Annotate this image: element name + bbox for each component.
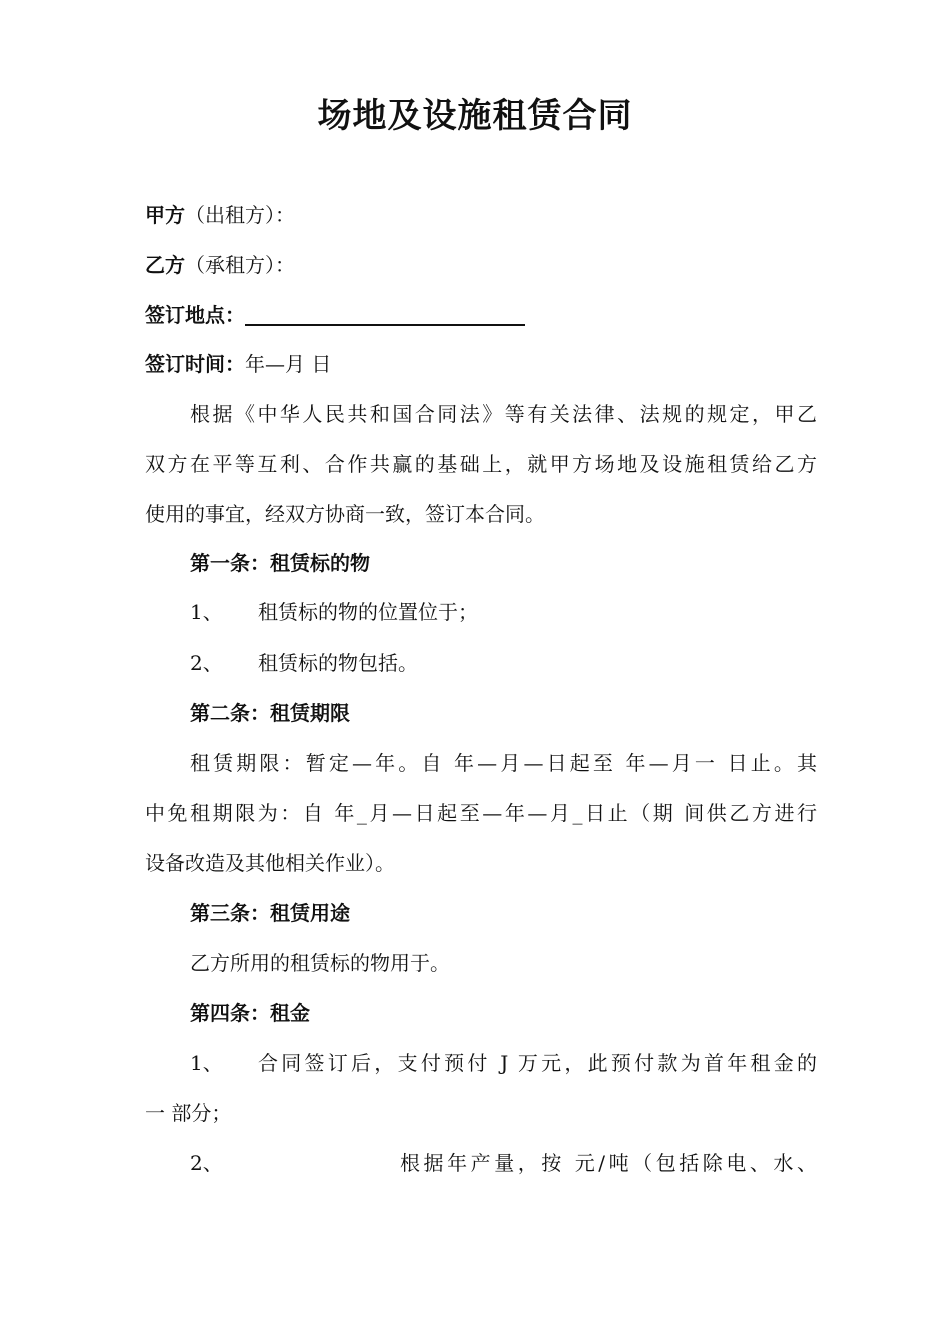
sign-place-line xyxy=(145,302,817,328)
preamble-line-3: 使用的事宜，经双方协商一致，签订本合同。 xyxy=(145,502,545,526)
article3-heading: 第三条：租赁用途 xyxy=(190,901,350,925)
article4-item2-text: 根据年产量，按 元/吨（包括除电、水、 xyxy=(400,1151,817,1175)
preamble-line-2: 双方在平等互利、合作共赢的基础上，就甲方场地及设施租赁给乙方 xyxy=(145,452,817,476)
party-b-line xyxy=(145,252,817,278)
article2-line-2: 中免租期限为：自 年_月—日起至—年—月_日止（期 间供乙方进行 xyxy=(145,801,817,825)
article4-item1-line1: 合同签订后，支付预付 J 万元，此预付款为首年租金的 xyxy=(258,1051,817,1075)
article3-text: 乙方所用的租赁标的物用于。 xyxy=(190,951,450,975)
article1-heading: 第一条：租赁标的物 xyxy=(190,551,370,575)
party-a-label: 甲方 xyxy=(145,203,185,227)
sign-place-blank xyxy=(245,302,525,326)
article4-heading: 第四条：租金 xyxy=(190,1001,310,1025)
article1-item1-number: 1、 xyxy=(190,600,223,624)
article1-item2-text: 租赁标的物包括。 xyxy=(258,651,418,675)
party-a-note: （出租方）： xyxy=(185,203,295,227)
party-b-note: （承租方）： xyxy=(185,253,295,277)
article4-item2-number: 2、 xyxy=(190,1151,223,1175)
sign-time-label: 签订时间： xyxy=(145,352,245,376)
article2-line-3: 设备改造及其他相关作业）。 xyxy=(145,851,395,875)
sign-time-value: 年—月 日 xyxy=(245,352,332,376)
sign-time-line xyxy=(145,351,817,377)
article4-item1-number: 1、 xyxy=(190,1051,223,1075)
article2-line-1: 租赁期限：暂定—年。自 年—月—日起至 年—月一 日止。其 xyxy=(190,751,817,775)
party-b-label: 乙方 xyxy=(145,253,185,277)
sign-place-label: 签订地点： xyxy=(145,303,245,327)
article2-heading: 第二条：租赁期限 xyxy=(190,701,350,725)
page-title: 场地及设施租赁合同 xyxy=(317,96,633,136)
article1-item2-number: 2、 xyxy=(190,651,223,675)
preamble-line-1: 根据《中华人民共和国合同法》等有关法律、法规的规定，甲乙 xyxy=(190,402,817,426)
article4-item1-line2: 一 部分； xyxy=(145,1101,232,1125)
article1-item1-text: 租赁标的物的位置位于； xyxy=(258,600,478,624)
party-a-line xyxy=(145,202,817,228)
